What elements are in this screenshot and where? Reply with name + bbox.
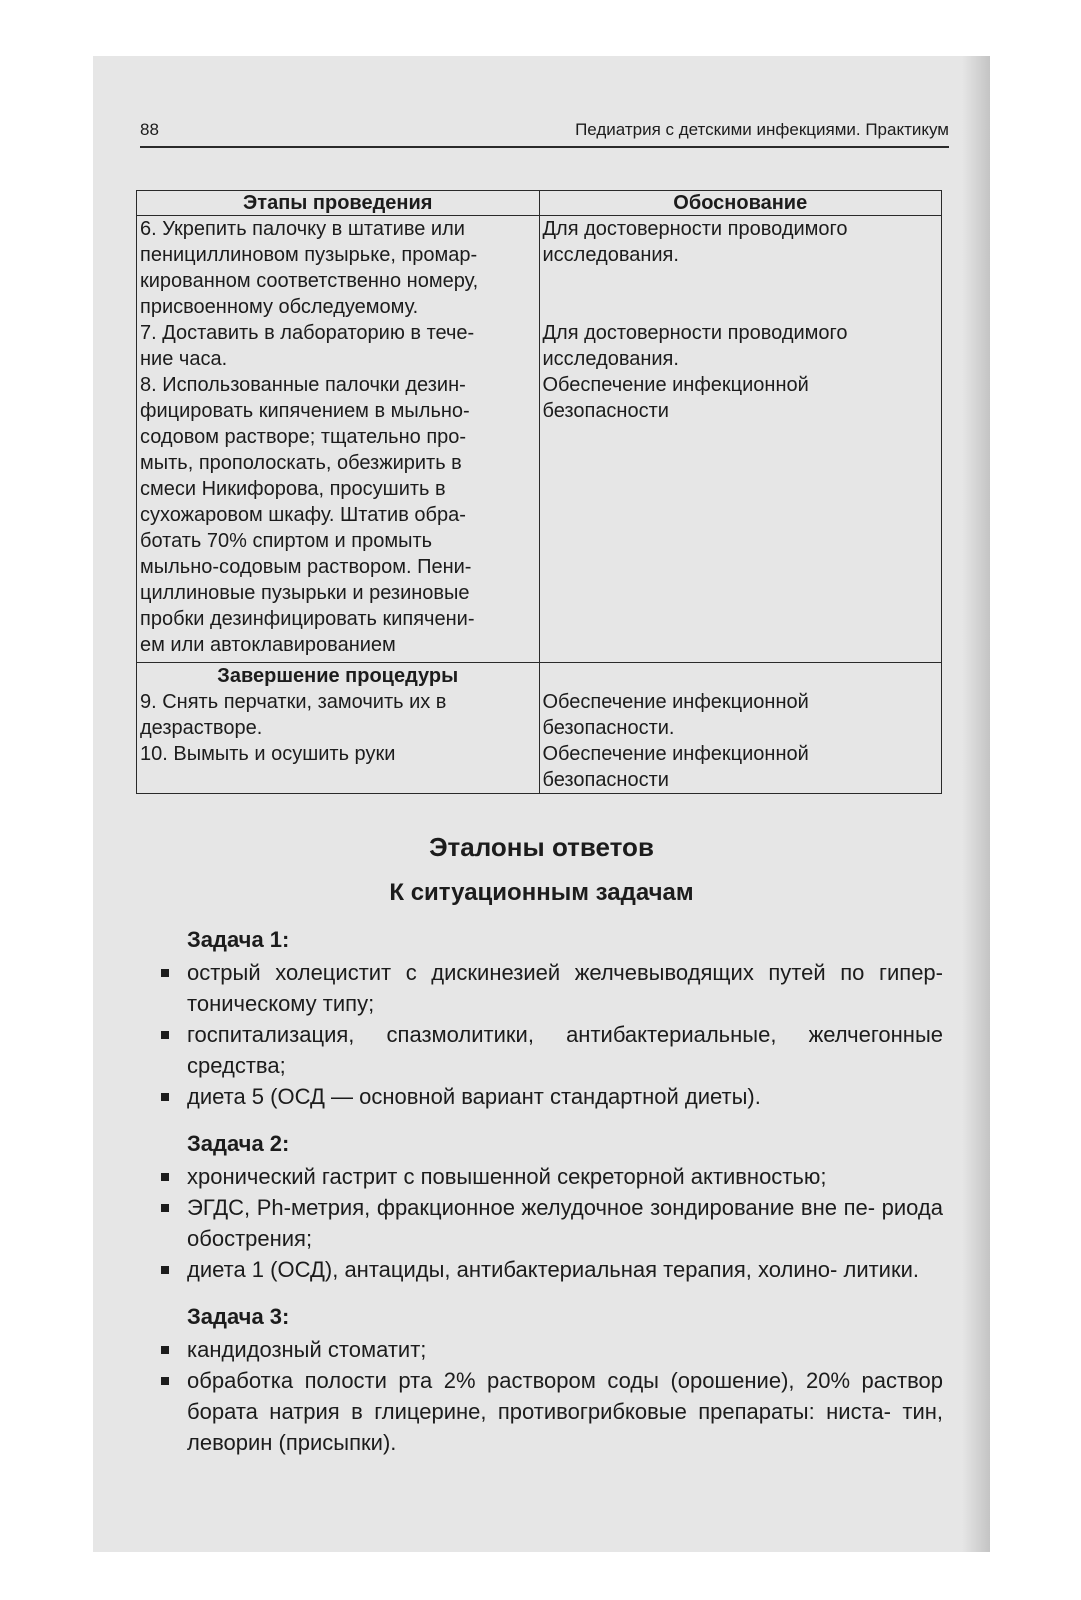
step-8: 8. Использованные палочки дезин- фицировать кипячением в мыльно- содовом растворе; тщательно про- мыть, прополоскать, обезжирить в смеси Никифорова, просушить в сухожаровом шкафу. Штатив обра- ботать 70% спиртом и промыть мыльно-содовым раствором. Пени- циллиновые пузырьки и резиновые пробки дезинфицировать кипячени- ем или автоклавированием	[140, 374, 475, 656]
step-7: 7. Доставить в лабораторию в тече- ние часа.	[140, 322, 475, 370]
step-6: 6. Укрепить палочку в штативе или пенициллиновом пузырьке, промар- кированном соответственно номеру, присвоенному обследуемому.	[140, 218, 479, 318]
step-10: 10. Вымыть и осушить руки	[140, 743, 396, 765]
task-1	[151, 924, 943, 1112]
section-subtitle: К ситуационным задачам	[389, 879, 694, 906]
completion-heading: Завершение процедуры	[217, 665, 459, 687]
table-row	[137, 216, 942, 663]
bullet-list	[151, 1334, 943, 1458]
list-item: обработка полости рта 2% раствором соды (орошение), 20% раствор бората натрия в глицерине, противогрибковые препараты: ниста- тин, леворин (присыпки).	[151, 1365, 943, 1458]
column-header-rationale: Обоснование	[539, 191, 942, 216]
square-bullet-icon	[161, 969, 169, 977]
reason-10: Обеспечение инфекционной безопасности	[542, 743, 809, 791]
square-bullet-icon	[161, 1377, 169, 1385]
bullet-list	[151, 1161, 943, 1285]
rationale-cell	[539, 216, 942, 663]
book-page	[93, 56, 990, 1552]
list-item: ЭГДС, Ph-метрия, фракционное желудочное зондирование вне пе- риода обострения;	[151, 1192, 943, 1254]
table-header-row	[137, 191, 942, 216]
task-title: Задача 2:	[187, 1131, 290, 1156]
task-title: Задача 3:	[187, 1304, 290, 1329]
reason-9: Обеспечение инфекционной безопасности.	[542, 691, 809, 739]
stages-cell	[137, 663, 540, 794]
procedure-table	[136, 190, 942, 794]
page-number: 88	[140, 120, 159, 139]
reason-8: Обеспечение инфекционной безопасности	[542, 374, 809, 422]
section-title: Эталоны ответов	[429, 832, 654, 862]
square-bullet-icon	[161, 1266, 169, 1274]
running-header	[140, 114, 949, 148]
list-item: госпитализация, спазмолитики, антибактериальные, желчегонные средства;	[151, 1019, 943, 1081]
task-title: Задача 1:	[187, 927, 290, 952]
square-bullet-icon	[161, 1093, 169, 1101]
bullet-list	[151, 957, 943, 1112]
table-row	[137, 663, 942, 794]
step-9: 9. Снять перчатки, замочить их в дезрастворе.	[140, 691, 447, 739]
task-2	[151, 1128, 943, 1285]
rationale-cell	[539, 663, 942, 794]
list-item: кандидозный стоматит;	[151, 1334, 943, 1365]
page-edge-shadow	[962, 56, 990, 1552]
square-bullet-icon	[161, 1031, 169, 1039]
list-item: диета 1 (ОСД), антациды, антибактериальная терапия, холино- литики.	[151, 1254, 943, 1285]
list-item: хронический гастрит с повышенной секреторной активностью;	[151, 1161, 943, 1192]
square-bullet-icon	[161, 1204, 169, 1212]
reason-6: Для достоверности проводимого исследования.	[542, 218, 848, 266]
list-item: острый холецистит с дискинезией желчевыводящих путей по гипер- тоническому типу;	[151, 957, 943, 1019]
task-3	[151, 1301, 943, 1458]
answers-list	[151, 924, 943, 1474]
list-item: диета 5 (ОСД — основной вариант стандартной диеты).	[151, 1081, 943, 1112]
square-bullet-icon	[161, 1173, 169, 1181]
stages-cell	[137, 216, 540, 663]
running-title: Педиатрия с детскими инфекциями. Практикум	[575, 120, 949, 139]
reason-7: Для достоверности проводимого исследования.	[542, 322, 848, 370]
square-bullet-icon	[161, 1346, 169, 1354]
column-header-stages: Этапы проведения	[137, 191, 540, 216]
